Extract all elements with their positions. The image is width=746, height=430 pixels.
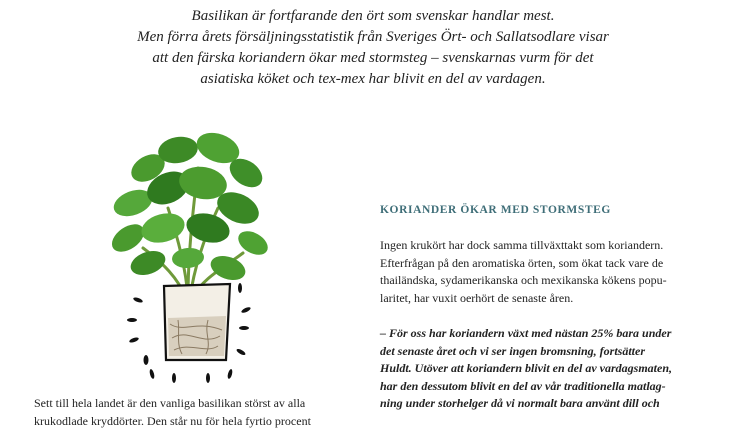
- basil-plant-illustration: [108, 128, 268, 386]
- intro-text: [60, 6, 686, 90]
- quote-paragraph: [380, 325, 720, 413]
- left-column-line: krukodlade kryddörter. Den står nu för hela fyrtio procent: [34, 413, 311, 428]
- paragraph-line: laritet, har vuxit oerhört de senaste åren.: [380, 290, 574, 305]
- quote-line: Huldt. Utöver att koriandern blivit en del av vardagsmaten,: [380, 361, 672, 376]
- left-column-text: [34, 395, 354, 430]
- quote-line: har den dessutom blivit en del av vår traditionella matlag-: [380, 378, 666, 393]
- paragraph-line: thailändska, sydamerikanska och mexikanska kökens popu-: [380, 273, 667, 288]
- intro-line: asiatiska köket och tex-mex har blivit en del av vardagen.: [200, 71, 546, 87]
- quote-line: det senaste året och vi ser ingen bromsning, fortsätter: [380, 343, 646, 358]
- intro-line: Basilikan är fortfarande den ört som svenskar handlar mest.: [191, 8, 555, 24]
- intro-line: att den färska koriandern ökar med stormsteg – svenskarnas vurm för det: [152, 50, 594, 66]
- paragraph-line: Efterfrågan på den aromatiska örten, som ökat tack vare de: [380, 255, 664, 270]
- intro-line: Men förra årets försäljningsstatistik från Sveriges Ört- och Sallatsodlare visar: [137, 29, 609, 45]
- section-heading: KORIANDER ÖKAR MED STORMSTEG: [380, 204, 611, 216]
- quote-line: – För oss har koriandern växt med nästan 25% bara under: [380, 326, 672, 340]
- paragraph-line: Ingen krukört har dock samma tillväxttakt som koriandern.: [380, 238, 664, 252]
- quote-line: ning under storhelger då vi normalt bara använt dill och: [380, 396, 660, 411]
- body-paragraph: [380, 237, 720, 307]
- basil-plant-icon: [108, 128, 268, 386]
- left-column-line: Sett till hela landet är den vanliga basilikan störst av alla: [34, 396, 306, 410]
